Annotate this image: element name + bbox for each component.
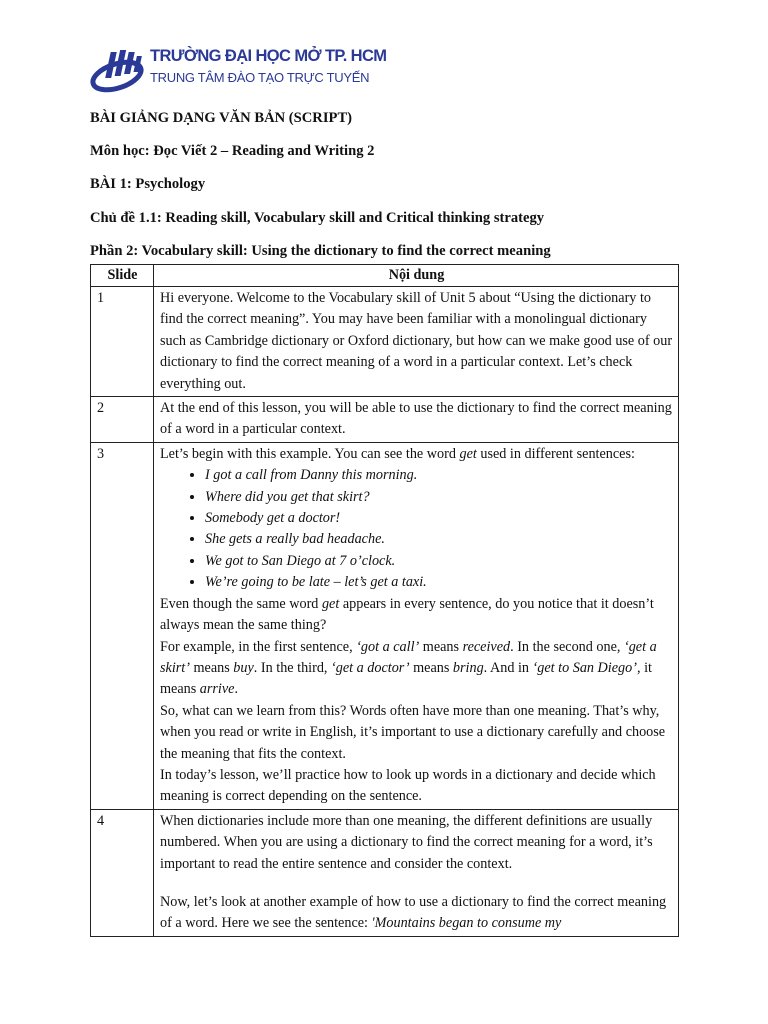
table-row <box>91 397 679 443</box>
book-globe-icon <box>90 46 148 96</box>
slide-content: Hi everyone. Welcome to the Vocabulary skill of Unit 5 about “Using the dictionary to find the correct meaning”. You may have been familiar with a monolingual dictionary such as Cambridge dictionary or Oxford dictionary, but how can we make good use of our dictionary to find the correct meaning of a word in a particular context. Let’s check everything out. <box>154 287 679 397</box>
logo-university-name: TRƯỜNG ĐẠI HỌC MỞ TP. HCM <box>150 47 387 65</box>
script-table <box>90 264 679 937</box>
slide-content <box>154 809 679 936</box>
example-list <box>160 465 673 593</box>
course-heading: Môn học: Đọc Viết 2 – Reading and Writing 2 <box>90 143 375 159</box>
part-heading: Phần 2: Vocabulary skill: Using the dictionary to find the correct meaning <box>90 243 551 259</box>
list-item: • We’re going to be late – let’s get a taxi. <box>205 572 673 593</box>
logo-center-name: TRUNG TÂM ĐÀO TẠO TRỰC TUYẾN <box>150 70 370 85</box>
table-header-row <box>91 265 679 287</box>
lesson-heading: BÀI 1: Psychology <box>90 176 206 192</box>
university-logo <box>90 44 387 100</box>
table-row <box>91 287 679 397</box>
slide-number: 1 <box>91 287 154 397</box>
table-row <box>91 442 679 809</box>
table-row <box>91 809 679 936</box>
list-item: • I got a call from Danny this morning. <box>205 465 673 486</box>
column-header-content: Nội dung <box>154 265 679 287</box>
list-item: • Where did you get that skirt? <box>205 487 673 508</box>
slide-content <box>154 442 679 809</box>
list-item: • She gets a really bad headache. <box>205 529 673 550</box>
document-title: BÀI GIẢNG DẠNG VĂN BẢN (SCRIPT) <box>90 110 353 126</box>
paragraph: Now, let’s look at another example of how to use a dictionary to find the correct meaning of a word. Here we see the sentence: 'Mountains began to consume my <box>160 893 667 932</box>
paragraph: Even though the same word get appears in every sentence, do you notice that it doesn’t always mean the same thing? <box>160 595 654 634</box>
slide-number: 4 <box>91 809 154 936</box>
list-item: • Somebody get a doctor! <box>205 508 673 529</box>
list-item: • We got to San Diego at 7 o’clock. <box>205 551 673 572</box>
paragraph: When dictionaries include more than one meaning, the different definitions are usually numbered. When you are using a dictionary to find the correct meaning for a word, it’s important to read the entire sentence and consider the context. <box>160 812 653 872</box>
paragraph: So, what can we learn from this? Words often have more than one meaning. That’s why, when you read or write in English, it’s important to use a dictionary carefully and choose the meaning that fits the context. <box>160 702 666 762</box>
slide-number: 2 <box>91 397 154 443</box>
slide-content: At the end of this lesson, you will be able to use the dictionary to find the correct meaning of a word in a particular context. <box>154 397 679 443</box>
paragraph: For example, in the first sentence, ‘got a call’ means received. In the second one, ‘get a skirt’ means buy. In the third, ‘get a doctor’ means bring. And in ‘get to San Diego’, it means arrive. <box>160 638 657 698</box>
topic-heading: Chủ đề 1.1: Reading skill, Vocabulary skill and Critical thinking strategy <box>90 210 545 226</box>
slide-number: 3 <box>91 442 154 809</box>
intro-paragraph: Let’s begin with this example. You can see the word get used in different sentences: <box>160 445 635 462</box>
paragraph: In today’s lesson, we’ll practice how to look up words in a dictionary and decide which meaning is correct depending on the sentence. <box>160 766 656 805</box>
column-header-slide: Slide <box>91 265 154 287</box>
